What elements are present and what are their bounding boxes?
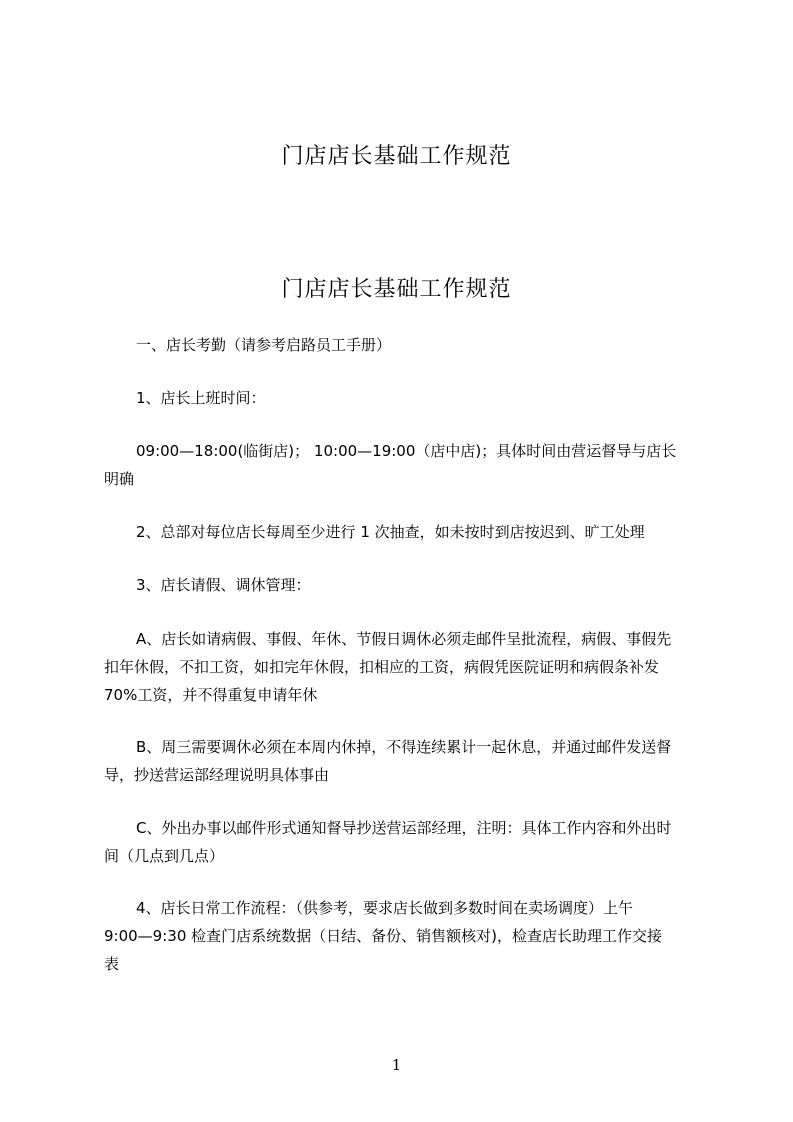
text-line: 一、店长考勤（请参考启路员工手册） [136,336,392,354]
text-line: 70%工资，并不得重复申请年休 [104,686,318,704]
text-line: C、外出办事以邮件形式通知督导抄送营运部经理，注明：具体工作内容和外出时 [136,819,672,837]
section-attendance-heading [104,331,704,359]
document-title-main: 门店店长基础工作规范 [281,277,512,302]
section-work-hours-heading [104,384,704,412]
document-title-header: 门店店长基础工作规范 [281,144,512,169]
text-line: 3、店长请假、调休管理： [136,576,311,594]
text-line: 1、店长上班时间： [136,389,266,407]
text-line: B、周三需要调休必须在本周内休掉，不得连续累计一起休息，并通过邮件发送督 [136,738,672,756]
text-line: 导，抄送营运部经理说明具体事由 [104,766,330,784]
paragraph-work-hours [104,437,704,493]
section-leave-heading [104,571,704,599]
paragraph-daily-workflow [104,894,704,978]
text-line: 明确 [104,470,135,488]
paragraph-leave-a [104,625,704,709]
text-line: 09:00—18:00(临街店)； 10:00—19:00（店中店)；具体时间由营运督导与店长 [136,442,677,460]
paragraph-spot-check [104,518,704,546]
text-line: 间（几点到几点） [104,847,225,865]
text-line: 扣年休假，不扣工资，如扣完年休假，扣相应的工资，病假凭医院证明和病假条补发 [104,658,660,676]
page-number: 1 [391,1056,402,1074]
text-line: 4、店长日常工作流程：（供参考，要求店长做到多数时间在卖场调度）上午 [136,899,634,917]
paragraph-leave-c [104,814,704,870]
text-line: A、店长如请病假、事假、年休、节假日调休必须走邮件呈批流程，病假、事假先 [136,630,672,648]
text-line: 表 [104,955,120,973]
text-line: 2、总部对每位店长每周至少进行 1 次抽查，如未按时到店按迟到、旷工处理 [136,523,645,541]
text-line: 9:00—9:30 检查门店系统数据（日结、备份、销售额核对)，检查店长助理工作交接 [104,927,662,945]
paragraph-leave-b [104,733,704,789]
